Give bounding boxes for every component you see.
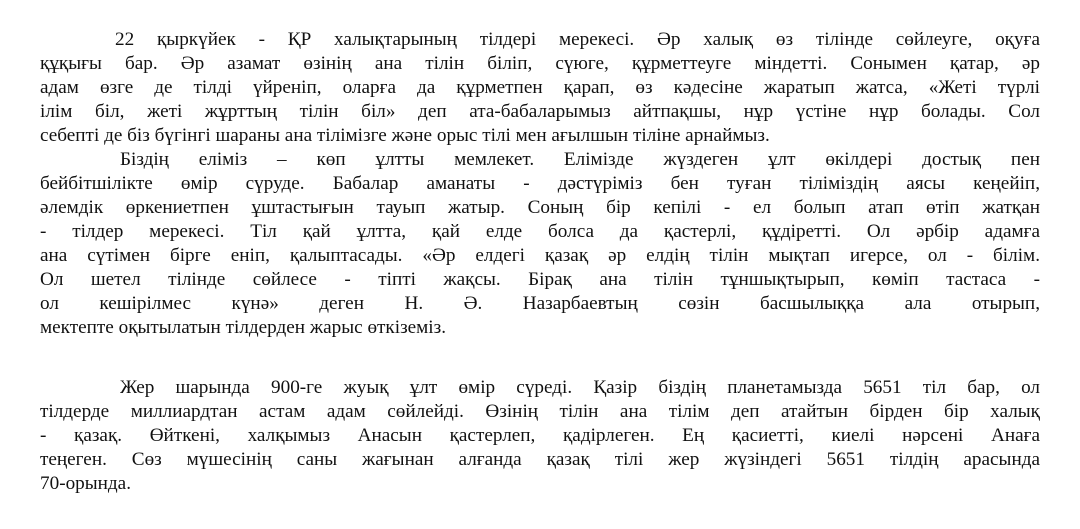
paragraph-3-line-4: теңеген. Сөз мүшесінің саны жағынан алғанда қазақ тілі жер жүзіндегі 5651 тілдің арасында	[40, 449, 1040, 470]
paragraph-3-line-5: 70-орында.	[40, 473, 132, 494]
paragraph-2-line-3: әлемдік өркениетпен ұштастығын тауып жатыр. Соның бір кепілі - ел болып атап өтіп жатқан	[40, 197, 1040, 218]
paragraph-1-line-4: ілім біл, жеті жұрттың тілін біл» деп ата-бабаларымыз айтпақшы, нұр үстіне нұр болады. Сол	[40, 101, 1040, 122]
paragraph-2-line-1: Біздің еліміз – көп ұлтты мемлекет. Елімізде жүздеген ұлт өкілдері достық пен	[120, 149, 1040, 170]
paragraph-1-line-1: 22 қыркүйек - ҚР халықтарының тілдері мерекесі. Әр халық өз тілінде сөйлеуге, оқуға	[115, 29, 1040, 50]
paragraph-2-line-4: - тілдер мерекесі. Тіл қай ұлтта, қай елде болса да қастерлі, құдіретті. Ол әрбір адамға	[40, 221, 1040, 242]
paragraph-3-line-3: - қазақ. Өйткені, халқымыз Анасын қастерлеп, қадірлеген. Ең қасиетті, киелі нәрсені Анаға	[40, 425, 1040, 446]
paragraph-2-line-6: Ол шетел тілінде сөйлесе - тіпті жақсы. Бірақ ана тілін тұншықтырып, көміп тастаса -	[40, 269, 1040, 290]
paragraph-1-line-3: адам өзге де тілді үйреніп, оларға да құрметпен қарап, өз кәдесіне жаратып жатса, «Жеті түрлі	[40, 77, 1040, 98]
paragraph-3-line-1: Жер шарында 900-ге жуық ұлт өмір сүреді. Қазір біздің планетамызда 5651 тіл бар, ол	[120, 377, 1040, 398]
paragraph-1-line-5: себепті де біз бүгінгі шараны ана тілімізге және орыс тілі мен ағылшын тіліне арнаймыз.	[40, 125, 770, 146]
paragraph-3-line-2: тілдерде миллиардтан астам адам сөйлейді. Өзінің тілін ана тілім деп атайтын бірден бір халық	[40, 401, 1040, 422]
paragraph-2-line-2: бейбітшілікте өмір сүруде. Бабалар аманаты - дәстүріміз бен туған тіліміздің аясы кеңейіп,	[40, 173, 1040, 194]
paragraph-2-line-8: мектепте оқытылатын тілдерден жарыс өткіземіз.	[40, 317, 447, 338]
paragraph-2-line-5: ана сүтімен бірге еніп, қалыптасады. «Әр елдегі қазақ әр елдің тілін мықтап игерсе, ол - білім.	[40, 245, 1040, 266]
paragraph-2-line-7: ол кешірілмес күнә» деген Н. Ә. Назарбаевтың сөзін басшылыққа ала отырып,	[40, 293, 1040, 314]
paragraph-1-line-2: құқығы бар. Әр азамат өзінің ана тілін біліп, сүюге, құрметтеуге міндетті. Сонымен қатар, әр	[40, 53, 1040, 74]
